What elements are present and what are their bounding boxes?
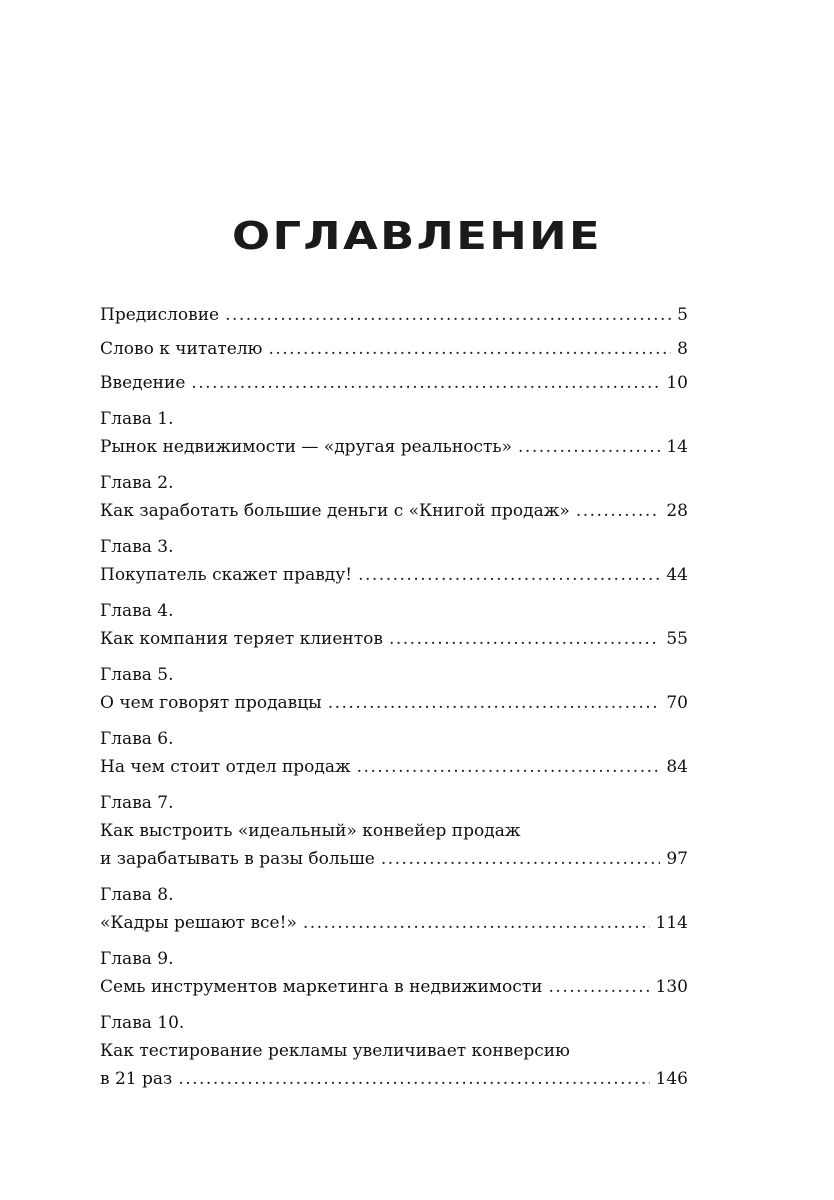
toc-row bbox=[100, 561, 688, 589]
toc-entry-chapter-1[interactable] bbox=[100, 405, 688, 461]
page-title: ОГЛАВЛЕНИЕ bbox=[231, 214, 602, 258]
toc-entry-chapter-9[interactable] bbox=[100, 945, 688, 1001]
toc-page-number: 84 bbox=[666, 757, 688, 777]
chapter-label: Глава 3. bbox=[100, 537, 174, 557]
toc-entry-introduction[interactable] bbox=[100, 369, 688, 397]
toc-row bbox=[100, 909, 688, 937]
toc-entry-chapter-2[interactable] bbox=[100, 469, 688, 525]
toc-entry-title: На чем стоит отдел продаж bbox=[100, 757, 351, 777]
dot-leader bbox=[191, 369, 660, 397]
chapter-label: Глава 7. bbox=[100, 793, 174, 813]
toc-row bbox=[100, 1065, 688, 1093]
toc-page-number: 28 bbox=[666, 501, 688, 521]
toc-entry-title: Покупатель скажет правду! bbox=[100, 565, 353, 585]
toc-row bbox=[100, 689, 688, 717]
toc-entry-title-line: Как тестирование рекламы увеличивает конверсию bbox=[100, 1041, 570, 1061]
toc-entry-title: Как компания теряет клиентов bbox=[100, 629, 383, 649]
toc-entry-title: Слово к читателю bbox=[100, 339, 263, 359]
toc-page-number: 70 bbox=[666, 693, 688, 713]
toc-row bbox=[100, 973, 688, 1001]
toc-entry-title: Введение bbox=[100, 373, 186, 393]
toc-entry-title: «Кадры решают все!» bbox=[100, 913, 297, 933]
dot-leader bbox=[268, 335, 671, 363]
toc-page-number: 44 bbox=[666, 565, 688, 585]
toc-row bbox=[100, 625, 688, 653]
toc-entry-title: О чем говорят продавцы bbox=[100, 693, 322, 713]
toc-row bbox=[100, 845, 688, 873]
toc-page-number: 8 bbox=[677, 339, 688, 359]
dot-leader bbox=[549, 973, 650, 1001]
toc-entry-chapter-6[interactable] bbox=[100, 725, 688, 781]
toc-entry-title: Предисловие bbox=[100, 305, 220, 325]
toc-page-number: 10 bbox=[666, 373, 688, 393]
toc-page-number: 130 bbox=[655, 977, 688, 997]
toc-entry-reader-note[interactable] bbox=[100, 335, 688, 363]
dot-leader bbox=[381, 845, 661, 873]
toc-entry-chapter-8[interactable] bbox=[100, 881, 688, 937]
chapter-label: Глава 2. bbox=[100, 473, 174, 493]
chapter-label: Глава 6. bbox=[100, 729, 174, 749]
toc-entry-chapter-3[interactable] bbox=[100, 533, 688, 589]
toc-row bbox=[100, 433, 688, 461]
dot-leader bbox=[225, 301, 671, 329]
toc-row bbox=[100, 369, 688, 397]
toc-row bbox=[100, 335, 688, 363]
chapter-label: Глава 8. bbox=[100, 885, 174, 905]
dot-leader bbox=[178, 1065, 649, 1093]
toc-entry-title-line: Как выстроить «идеальный» конвейер продаж bbox=[100, 821, 521, 841]
chapter-label: Глава 5. bbox=[100, 665, 174, 685]
chapter-label: Глава 10. bbox=[100, 1013, 185, 1033]
toc-entry-chapter-7[interactable] bbox=[100, 789, 688, 873]
toc-row bbox=[100, 497, 688, 525]
toc-row bbox=[100, 301, 688, 329]
chapter-label: Глава 4. bbox=[100, 601, 174, 621]
toc-entry-chapter-4[interactable] bbox=[100, 597, 688, 653]
toc-page-number: 14 bbox=[666, 437, 688, 457]
dot-leader bbox=[576, 497, 661, 525]
toc-entry-title: Рынок недвижимости — «другая реальность» bbox=[100, 437, 513, 457]
chapter-label: Глава 9. bbox=[100, 949, 174, 969]
toc-page-number: 55 bbox=[666, 629, 688, 649]
toc-row bbox=[100, 753, 688, 781]
toc-entry-preface[interactable] bbox=[100, 301, 688, 329]
table-of-contents bbox=[100, 301, 688, 1101]
toc-entry-title: Как заработать большие деньги с «Книгой продаж» bbox=[100, 501, 570, 521]
toc-page-number: 114 bbox=[655, 913, 688, 933]
dot-leader bbox=[389, 625, 660, 653]
dot-leader bbox=[328, 689, 661, 717]
dot-leader bbox=[518, 433, 660, 461]
toc-page-number: 146 bbox=[655, 1069, 688, 1089]
dot-leader bbox=[357, 753, 661, 781]
toc-page-number: 5 bbox=[677, 305, 688, 325]
dot-leader bbox=[358, 561, 660, 589]
dot-leader bbox=[303, 909, 650, 937]
chapter-label: Глава 1. bbox=[100, 409, 174, 429]
toc-entry-chapter-5[interactable] bbox=[100, 661, 688, 717]
toc-entry-title: в 21 раз bbox=[100, 1069, 173, 1089]
toc-page-number: 97 bbox=[666, 849, 688, 869]
toc-entry-chapter-10[interactable] bbox=[100, 1009, 688, 1093]
toc-entry-title: и зарабатывать в разы больше bbox=[100, 849, 375, 869]
toc-entry-title: Семь инструментов маркетинга в недвижимости bbox=[100, 977, 543, 997]
